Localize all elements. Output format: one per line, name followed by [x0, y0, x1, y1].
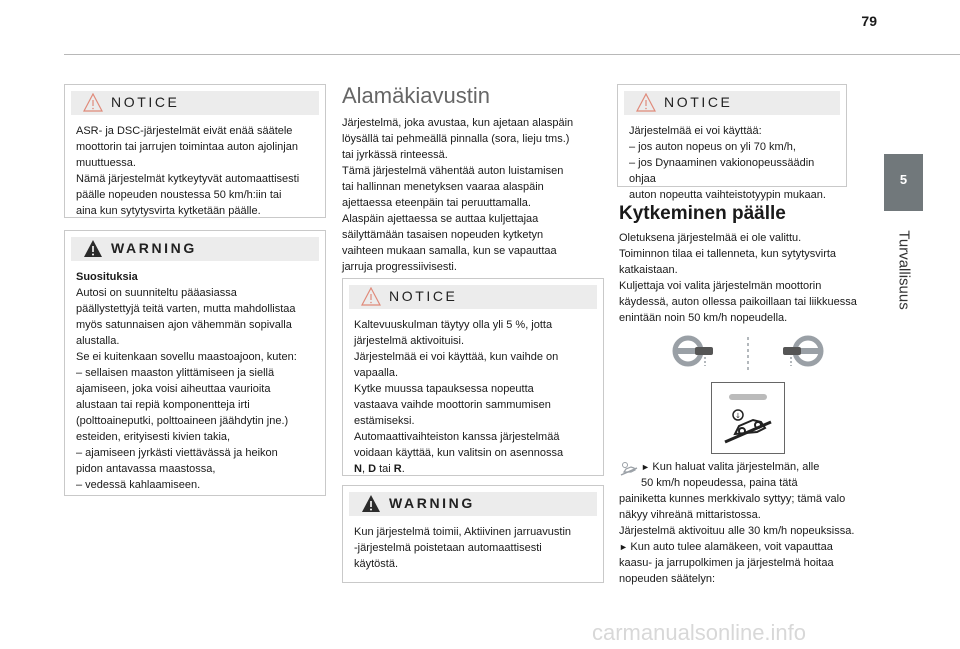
notice-box-asr: [64, 84, 326, 218]
warning-text: [343, 516, 603, 580]
text-line: järjestelmä aktivoituisi.: [354, 335, 465, 347]
notice-text: [618, 115, 846, 211]
text-line: Oletuksena järjestelmää ei ole valittu.: [619, 232, 802, 244]
notice-title: NOTICE: [664, 94, 733, 110]
text-line: voidaan käyttää, kun valitsin on asennossa: [354, 447, 564, 459]
text-line: -järjestelmä poistetaan automaattisesti: [354, 542, 542, 554]
notice-title: NOTICE: [389, 288, 458, 304]
text-line: moottorin tai jarrujen toimintaa auton ajolinjan: [76, 141, 298, 153]
section-intro: [342, 115, 612, 275]
section-intro: [619, 230, 859, 326]
warning-header: [71, 237, 319, 261]
text-line: Järjestelmä aktivoituu alle 30 km/h nopeuksissa.: [619, 525, 855, 537]
text-line: Kaltevuuskulman täytyy olla yli 5 %, jotta: [354, 319, 553, 331]
text-line: kaasu- ja jarrupolkimen ja järjestelmä hoitaa: [619, 557, 834, 569]
step1-rest-lines: [619, 491, 859, 539]
text-line: tai hallinnan menetyksen vaaraa alaspäin: [342, 181, 544, 193]
gear-r: R: [393, 463, 402, 475]
section-switch-on: [619, 203, 859, 326]
text-line: Se ei kuitenkaan sovellu maastoajoon, kuten:: [76, 351, 297, 363]
text-line: ASR- ja DSC-järjestelmät eivät enää säätele: [76, 125, 293, 137]
text-line: alustalla.: [76, 335, 120, 347]
gear-positions-line: [354, 461, 593, 477]
text-line: säilyttämään tasaisen nopeuden kytketyn: [342, 229, 544, 241]
instructions-block: [619, 459, 859, 587]
step2-lines: [619, 539, 859, 587]
warning-text: [76, 285, 315, 493]
text-line: myös satunnaisen ajon vähemmän sopivalla: [76, 319, 292, 331]
text-line: Järjestelmää ei voi käyttää:: [629, 125, 762, 137]
text-line: Autosi on suunniteltu pääasiassa: [76, 287, 237, 299]
text-line: esteiden, erityisesti kivien takia,: [76, 431, 231, 443]
svg-text:↓: ↓: [735, 412, 741, 420]
chapter-number: 5: [899, 172, 908, 187]
notice-header: [349, 285, 597, 309]
text-line: – vedessä kahlaamiseen.: [76, 479, 201, 491]
text-line: ► Kun auto tulee alamäkeen, voit vapauttaa: [619, 541, 833, 553]
hill-descent-button-icon[interactable]: [711, 382, 785, 454]
text-line: pidon antavassa maastossa,: [76, 463, 216, 475]
text-line: tai jyrkässä rinteessä.: [342, 149, 448, 161]
text-line: aina kun sytytysvirta kytketään päälle.: [76, 205, 261, 217]
gear-n: N: [354, 463, 362, 475]
notice-triangle-icon: [361, 287, 381, 306]
text-line: Automaattivaihteiston kanssa järjestelmää: [354, 431, 560, 443]
steering-wheel-buttons-image: [668, 335, 828, 375]
notice-text: [354, 317, 593, 461]
warning-box-brake-assist: [342, 485, 604, 583]
warning-heading: Suosituksia: [76, 271, 138, 283]
text-line: (polttoaineputki, polttoaineen jäähdytin jne.): [76, 415, 289, 427]
section-heading: Kytkeminen päälle: [619, 203, 786, 224]
text-line: Kun järjestelmä toimii, Aktiivinen jarruavustin: [354, 526, 572, 538]
warning-title: WARNING: [111, 240, 197, 256]
notice-header: [71, 91, 319, 115]
text-line: estämiseksi.: [354, 415, 415, 427]
warning-title: WARNING: [389, 495, 475, 511]
notice-triangle-icon: [83, 93, 103, 112]
warning-triangle-icon: [83, 239, 103, 258]
chapter-label: Turvallisuus: [895, 230, 913, 310]
text-line: – sellaisen maaston ylittämiseen ja siellä: [76, 367, 275, 379]
text-line: vapaalla.: [354, 367, 399, 379]
notice-triangle-icon: [636, 93, 656, 112]
warning-box-recommendations: [64, 230, 326, 496]
text-line: nopeuden säätelyn:: [619, 573, 716, 585]
text-line: painiketta kunnes merkkivalo syttyy; tämä valo: [619, 493, 846, 505]
text-line: käydessä, auton ollessa paikoillaan tai liikkuessa: [619, 296, 857, 308]
text-line: enintään noin 50 km/h nopeudella.: [619, 312, 788, 324]
chapter-tab[interactable]: [884, 154, 923, 211]
text-line: Kytke muussa tapauksessa nopeutta: [354, 383, 534, 395]
text-line: Alaspäin ajettaessa se auttaa kuljettajaa: [342, 213, 539, 225]
watermark: carmanualsonline.info: [592, 620, 807, 645]
notice-text: [65, 115, 325, 227]
text-line: Kuljettaja voi valita järjestelmän moottorin: [619, 280, 822, 292]
text-line: vaihteen mukaan samalla, kun se vapauttaa: [342, 245, 557, 257]
text-line: päälle nopeuden noustessa 50 km/h:iin tai: [76, 189, 282, 201]
text-line: 50 km/h nopeudessa, paina tätä: [641, 477, 798, 489]
warning-header: [349, 492, 597, 516]
text-line: Nämä järjestelmät kytkeytyvät automaattisesti: [76, 173, 300, 185]
arrow-bullet-icon: ►: [641, 462, 653, 472]
text-line: auton nopeutta vaihteistotyypin mukaan.: [629, 189, 826, 201]
warning-triangle-icon: [361, 494, 381, 513]
text-line: katkaistaan.: [619, 264, 678, 276]
step1-first-lines: [641, 459, 859, 491]
text-line: ajettaessa eteenpäin tai peruuttamalla.: [342, 197, 531, 209]
section-downhill-assist: [342, 83, 612, 275]
text-line: alustaan tai repiä komponentteja irti: [76, 399, 250, 411]
text-line: ► Kun haluat valita järjestelmän, alle: [641, 461, 820, 473]
page-number: 79: [861, 13, 877, 29]
button-small-icon: [619, 461, 639, 477]
text-line: jarruja progressiivisesti.: [342, 261, 457, 273]
text-line: näkyy vihreänä mittaristossa.: [619, 509, 761, 521]
sep: tai: [376, 463, 394, 475]
text-line: Tämä järjestelmä vähentää auton luistamisen: [342, 165, 564, 177]
arrow-bullet-icon: ►: [619, 542, 631, 552]
notice-header: [624, 91, 840, 115]
text-line: päällystettyjä teitä varten, mutta mahdollistaa: [76, 303, 296, 315]
header-rule: [64, 54, 960, 55]
notice-title: NOTICE: [111, 94, 180, 110]
text-line: ajamiseen, joka voisi aiheuttaa vaurioita: [76, 383, 271, 395]
text-line: vastaava vaihde moottorin sammumisen: [354, 399, 551, 411]
text-line: Toiminnon tilaa ei tallenneta, kun sytytysvirta: [619, 248, 837, 260]
text-line: Järjestelmä, joka avustaa, kun ajetaan alaspäin: [342, 117, 574, 129]
sep: .: [401, 463, 405, 475]
text-line: Järjestelmää ei voi käyttää, kun vaihde on: [354, 351, 559, 363]
text-line: – ajamiseen jyrkästi viettävässä ja heikon: [76, 447, 278, 459]
text-line: löysällä tai pehmeällä pinnalla (sora, lieju tms.): [342, 133, 570, 145]
gear-d: D: [368, 463, 377, 475]
notice-box-limits: [617, 84, 847, 201]
notice-box-slope: [342, 278, 604, 476]
sep: ,: [361, 463, 369, 475]
text-line: – jos auton nopeus on yli 70 km/h,: [629, 141, 796, 153]
text-line: muuttuessa.: [76, 157, 136, 169]
text-line: – jos Dynaaminen vakionopeussäädin ohjaa: [629, 157, 815, 185]
section-heading: Alamäkiavustin: [342, 83, 490, 108]
text-line: käytöstä.: [354, 558, 399, 570]
